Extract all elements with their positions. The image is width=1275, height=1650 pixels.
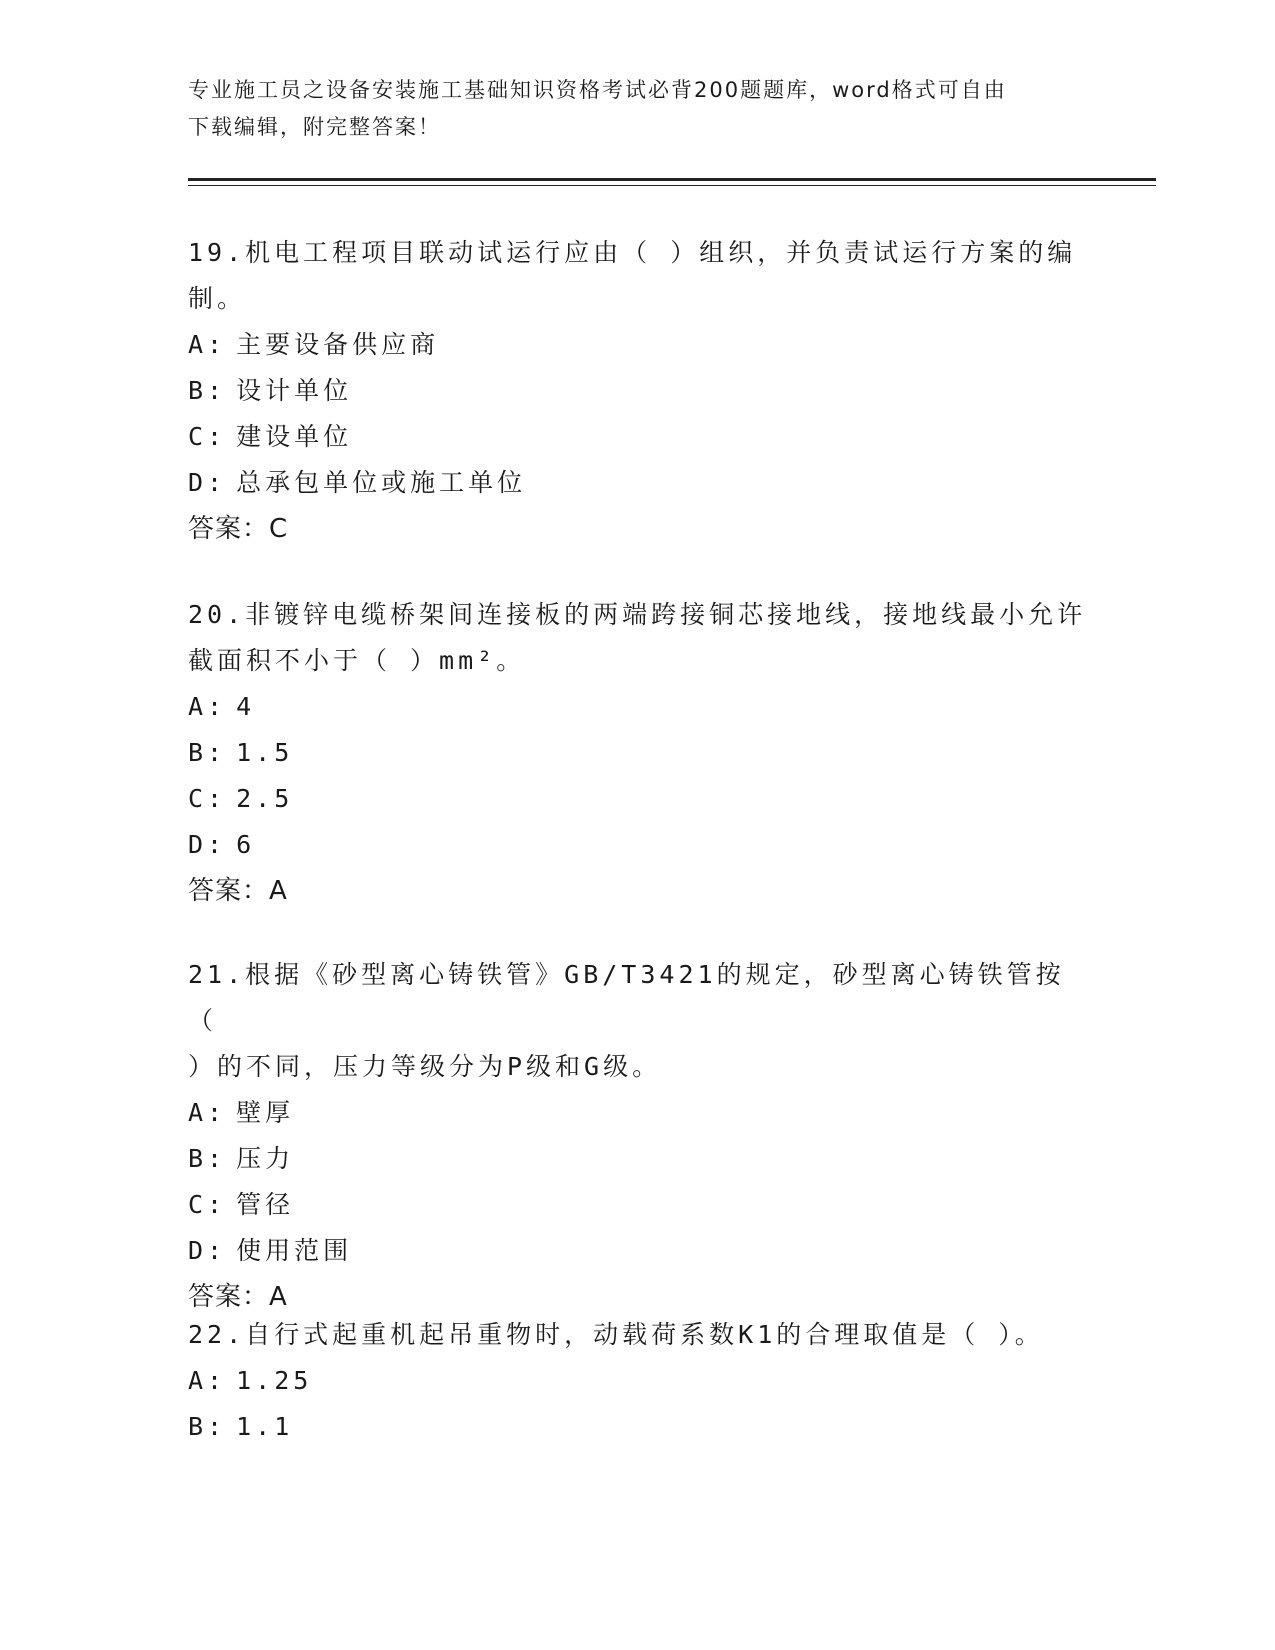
option-a (188, 1090, 1088, 1136)
option-b (188, 1404, 1088, 1450)
option-d (188, 1228, 1088, 1274)
option-c (188, 1182, 1088, 1228)
option-d (188, 460, 1088, 506)
question-20 (188, 592, 1088, 914)
option-text: 1.25 (236, 1366, 313, 1395)
option-label: D: (188, 468, 227, 497)
option-d (188, 822, 1088, 868)
document-header (188, 72, 1088, 146)
option-label: A: (188, 1366, 227, 1395)
option-text: 管径 (236, 1190, 295, 1219)
option-text: 壁厚 (236, 1098, 295, 1127)
question-text-line-2: 制。 (188, 284, 247, 313)
option-text: 4 (236, 692, 256, 721)
option-label: D: (188, 830, 227, 859)
question-text-line-2: 截面积不小于（ ）mm²。 (188, 646, 526, 675)
option-a (188, 1358, 1088, 1404)
option-label: B: (188, 1412, 227, 1441)
option-label: B: (188, 376, 227, 405)
option-label: A: (188, 330, 227, 359)
option-text: 设计单位 (236, 376, 353, 405)
option-label: A: (188, 1098, 227, 1127)
option-c (188, 776, 1088, 822)
answer: 答案：C (188, 514, 289, 544)
option-text: 主要设备供应商 (236, 330, 440, 359)
question-text-line-1: 21.根据《砂型离心铸铁管》GB/T3421的规定，砂型离心铸铁管按（ (188, 960, 1065, 1035)
answer: 答案：A (188, 1282, 288, 1312)
option-label: A: (188, 692, 227, 721)
option-text: 压力 (236, 1144, 295, 1173)
question-text-line-1: 22.自行式起重机起吊重物时，动载荷系数K1的合理取值是（ ）。 (188, 1320, 1044, 1349)
header-rule-thick (188, 178, 1156, 181)
option-label: B: (188, 1144, 227, 1173)
header-rule-thin (188, 185, 1156, 186)
option-b (188, 1136, 1088, 1182)
option-b (188, 730, 1088, 776)
option-b (188, 368, 1088, 414)
question-text-line-1: 19.机电工程项目联动试运行应由（ ）组织，并负责试运行方案的编 (188, 238, 1077, 267)
question-19 (188, 230, 1088, 552)
question-22 (188, 1312, 1088, 1450)
question-text-line-1: 20.非镀锌电缆桥架间连接板的两端跨接铜芯接地线，接地线最小允许 (188, 600, 1087, 629)
option-text: 使用范围 (236, 1236, 353, 1265)
option-label: C: (188, 784, 227, 813)
option-label: D: (188, 1236, 227, 1265)
option-label: C: (188, 1190, 227, 1219)
option-text: 总承包单位或施工单位 (236, 468, 527, 497)
option-label: B: (188, 738, 227, 767)
option-text: 6 (236, 830, 256, 859)
question-21 (188, 952, 1088, 1320)
option-a (188, 322, 1088, 368)
option-text: 2.5 (236, 784, 294, 813)
option-a (188, 684, 1088, 730)
option-text: 1.1 (236, 1412, 294, 1441)
option-label: C: (188, 422, 227, 451)
header-line-2: 下载编辑，附完整答案！ (188, 115, 441, 139)
option-text: 1.5 (236, 738, 294, 767)
answer: 答案：A (188, 876, 288, 906)
question-text-line-2: ）的不同，压力等级分为P级和G级。 (188, 1052, 662, 1081)
header-line-1: 专业施工员之设备安装施工基础知识资格考试必背200题题库，word格式可自由 (188, 78, 1007, 102)
option-text: 建设单位 (236, 422, 353, 451)
option-c (188, 414, 1088, 460)
